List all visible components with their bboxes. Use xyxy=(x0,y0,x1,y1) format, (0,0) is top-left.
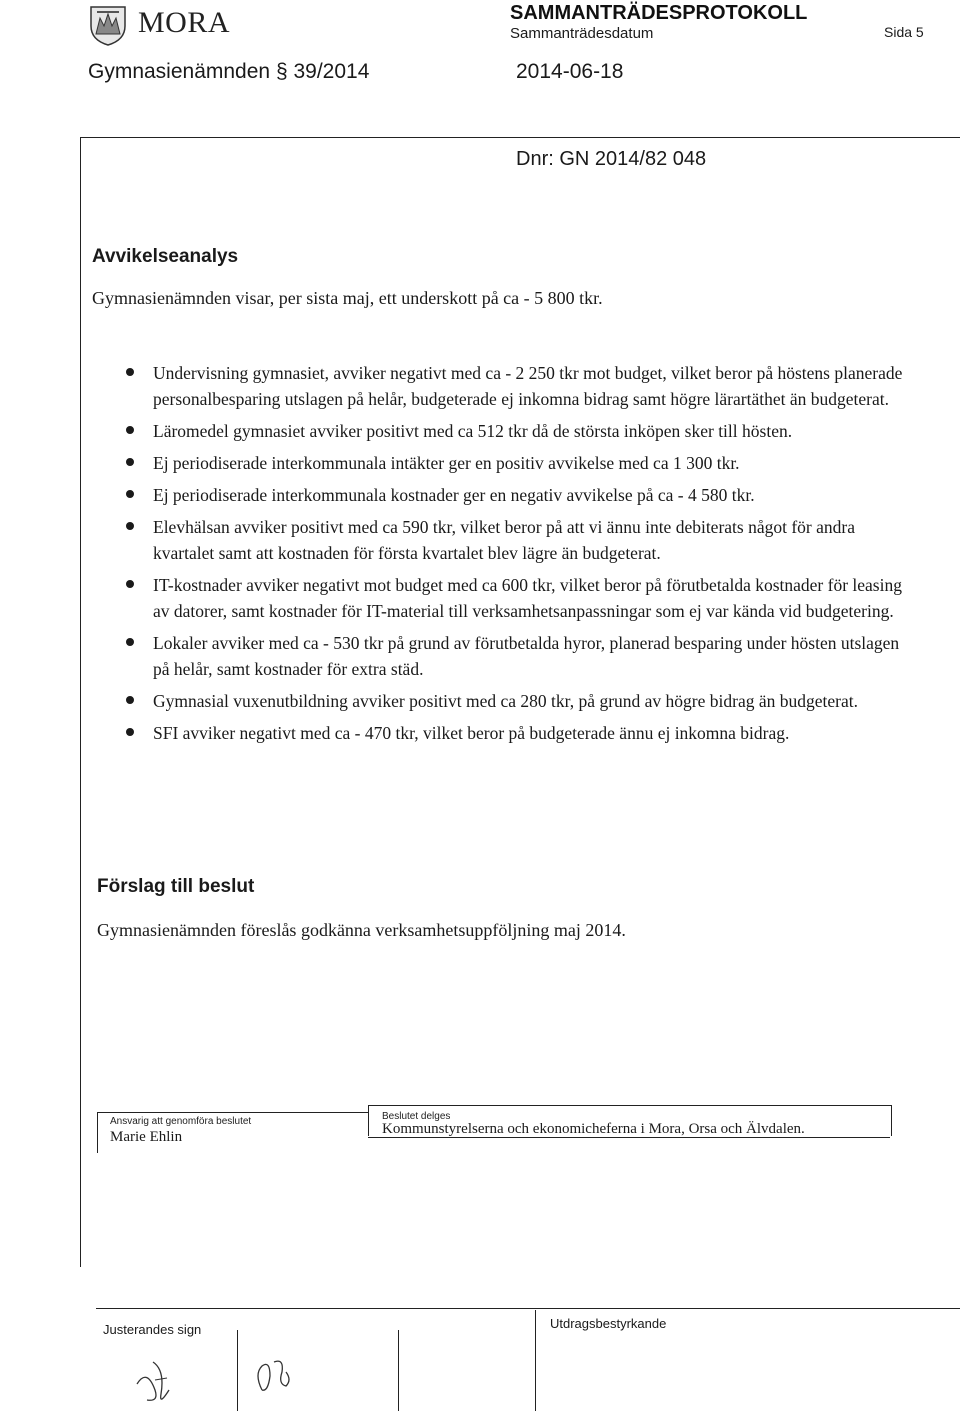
list-item xyxy=(120,720,920,746)
distribution-label: Beslutet delges xyxy=(382,1111,451,1122)
list-item-text: Elevhälsan avviker positivt med ca 590 tkr, vilket beror på att vi ännu inte debiterats något för andra kvartalet samt att kostnaden för första kvartalet blev lägre än budgeterat. xyxy=(153,517,855,563)
list-item xyxy=(120,482,920,508)
frame-left-rule xyxy=(80,137,81,1267)
list-item-text: Gymnasial vuxenutbildning avviker positivt med ca 280 tkr, på grund av högre bidrag än budgeterat. xyxy=(153,691,858,711)
responsible-value: Marie Ehlin xyxy=(110,1129,183,1145)
board-name: Gymnasienämnden xyxy=(88,60,271,83)
list-item xyxy=(120,688,920,714)
bullet-icon xyxy=(126,522,134,530)
list-item-text: SFI avviker negativt med ca - 470 tkr, vilket beror på budgeterade ännu ej inkomna bidrag. xyxy=(153,723,790,743)
bullet-icon xyxy=(126,728,134,736)
bullet-icon xyxy=(126,638,134,646)
organization-name: MORA xyxy=(138,6,231,39)
signature-label: Justerandes sign xyxy=(103,1322,202,1337)
mora-crest-logo-icon xyxy=(88,4,128,46)
responsible-label: Ansvarig att genomföra beslutet xyxy=(110,1116,252,1127)
list-item-text: Lokaler avviker med ca - 530 tkr på grund av förutbetalda hyror, planerad besparing under hösten utslagen på helår, samt kostnader för extra städ. xyxy=(153,633,900,679)
deviation-list xyxy=(120,360,920,752)
proposal-text: Gymnasienämnden föreslås godkänna verksamhetsuppföljning maj 2014. xyxy=(97,920,626,940)
deviation-summary: Gymnasienämnden visar, per sista maj, ett underskott på ca - 5 800 tkr. xyxy=(92,288,603,308)
list-item-text: Ej periodiserade interkommunala kostnader ger en negativ avvikelse på ca - 4 580 tkr. xyxy=(153,485,755,505)
list-item xyxy=(120,450,920,476)
list-item-text: IT-kostnader avviker negativt mot budget med ca 600 tkr, vilket beror på förutbetalda kostnader för leasing av datorer, samt kostnader för IT-material till verksamhetsanpassningar som ej var kända vid budgetering. xyxy=(153,575,902,621)
list-item-text: Läromedel gymnasiet avviker positivt med ca 512 tkr då de största inköpen sker till hösten. xyxy=(153,421,793,441)
bullet-icon xyxy=(126,426,134,434)
registration-number: Dnr: GN 2014/82 048 xyxy=(516,148,707,170)
distribution-value: Kommunstyrelserna och ekonomicheferna i Mora, Orsa och Älvdalen. xyxy=(382,1121,805,1137)
list-item-text: Undervisning gymnasiet, avviker negativt med ca - 2 250 tkr mot budget, vilket beror på höstens planerade personalbesparing utslagen på helår, budgeterade ej inkomna bidrag samt högre lärartäthet än budgeterat. xyxy=(153,363,903,409)
list-item xyxy=(120,572,920,624)
paragraph-number: § 39/2014 xyxy=(275,60,370,83)
bullet-icon xyxy=(126,580,134,588)
document-title: SAMMANTRÄDESPROTOKOLL xyxy=(510,2,808,24)
signature-top-rule xyxy=(96,1308,960,1309)
list-item xyxy=(120,630,920,682)
meeting-date: 2014-06-18 xyxy=(516,60,624,83)
bullet-icon xyxy=(126,490,134,498)
handwritten-initials-icon xyxy=(248,1350,298,1400)
extract-certification-label: Utdragsbestyrkande xyxy=(550,1316,667,1331)
frame-top-rule xyxy=(80,137,960,138)
meeting-date-label: Sammanträdesdatum xyxy=(510,25,654,42)
section-heading-deviation-analysis: Avvikelseanalys xyxy=(92,246,239,267)
section-heading-proposal: Förslag till beslut xyxy=(97,876,255,897)
signature-divider xyxy=(535,1310,536,1411)
list-item xyxy=(120,514,920,566)
page-number: Sida 5 xyxy=(884,24,924,40)
signature-divider xyxy=(237,1330,238,1411)
bullet-icon xyxy=(126,458,134,466)
board-section-line xyxy=(88,60,369,84)
list-item xyxy=(120,418,920,444)
bullet-icon xyxy=(126,696,134,704)
signature-divider xyxy=(398,1330,399,1411)
list-item xyxy=(120,360,920,412)
handwritten-initials-icon xyxy=(125,1350,195,1408)
list-item-text: Ej periodiserade interkommunala intäkter ger en positiv avvikelse med ca 1 300 tkr. xyxy=(153,453,740,473)
bullet-icon xyxy=(126,368,134,376)
